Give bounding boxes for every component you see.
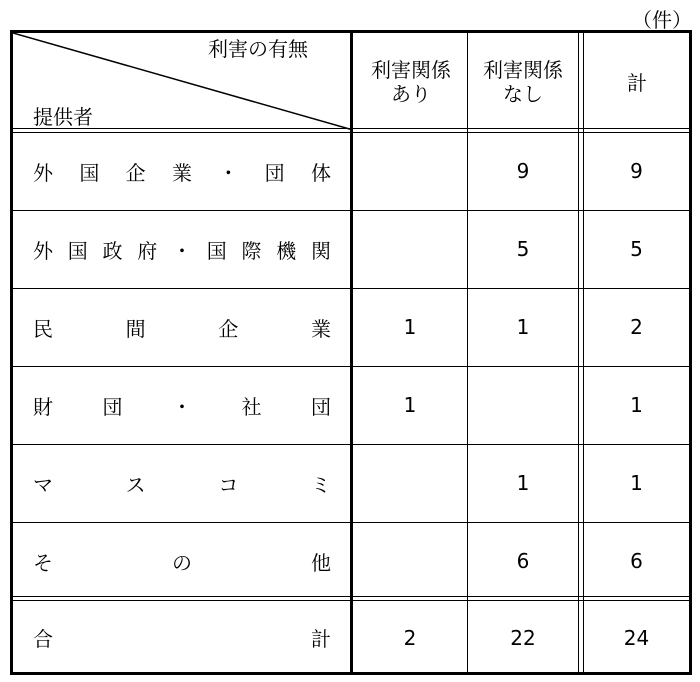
row-5-cell-b: 1 xyxy=(516,471,530,495)
diag-top-label: 利害の有無 xyxy=(208,37,308,61)
total-row-cell-t: 24 xyxy=(623,625,650,650)
row-3-label-char: 企 xyxy=(218,316,239,341)
row-6-label-char: 他 xyxy=(311,550,331,575)
header-bottom-line-a xyxy=(13,128,689,129)
row-1-label-char: 国 xyxy=(79,160,100,185)
row-4-label-char: ・ xyxy=(172,394,192,419)
row-6-label xyxy=(33,522,331,600)
row-2-label-char: 府 xyxy=(137,238,158,263)
row-1-label-char: 団 xyxy=(264,160,285,185)
row-2-label-char: 国 xyxy=(67,238,88,263)
col-header-no-interest-line2: なし xyxy=(503,82,543,106)
row-2-cell-t: 5 xyxy=(630,237,643,261)
row-6-cell-t: 6 xyxy=(630,549,643,573)
data-table xyxy=(10,30,692,675)
row-3-cell-a: 1 xyxy=(403,315,417,339)
row-5-cell-t: 1 xyxy=(630,471,643,495)
row-2-label-char: 際 xyxy=(241,238,262,263)
col-header-no-interest xyxy=(468,58,578,106)
row-1-cell-a xyxy=(353,132,467,210)
row-4-cell-b xyxy=(468,366,578,444)
row-5-label-char: ミ xyxy=(310,472,331,497)
row-1-label-char: 業 xyxy=(171,160,192,185)
row-6-label-char: の xyxy=(172,550,192,575)
row-5-label-char: ス xyxy=(125,472,146,497)
row-3-label xyxy=(33,288,331,366)
unit-label: （件） xyxy=(632,8,692,32)
col-header-with-interest-line2: あり xyxy=(391,82,431,106)
col-header-total: 計 xyxy=(627,71,647,95)
row-4-label-char: 社 xyxy=(241,394,262,419)
col-header-no-interest-line1: 利害関係 xyxy=(483,58,563,82)
total-row-cell-a: 2 xyxy=(403,625,417,650)
row-1-label xyxy=(33,132,331,210)
total-row-label-char: 計 xyxy=(311,627,331,651)
row-3-cell-b: 1 xyxy=(516,315,530,339)
col-header-with-interest xyxy=(355,58,467,106)
row-5-label xyxy=(33,444,331,522)
row-5-label-char: マ xyxy=(33,472,53,497)
total-row-label-char: 合 xyxy=(33,627,53,651)
row-2-label-char: 国 xyxy=(206,238,227,263)
row-3-label-char: 間 xyxy=(125,316,146,341)
row-1-label-char: ・ xyxy=(218,160,239,185)
row-2-label-char: ・ xyxy=(172,238,192,263)
row-2-cell-a xyxy=(353,210,467,288)
total-row-label xyxy=(33,600,331,675)
total-row-cell-b: 22 xyxy=(510,625,536,650)
row-4-label xyxy=(33,366,331,444)
row-2-label-char: 関 xyxy=(311,238,331,263)
row-4-label-char: 財 xyxy=(33,394,53,419)
row-4-cell-a: 1 xyxy=(403,393,417,417)
row-5-label-char: コ xyxy=(218,472,239,497)
row-2-label-char: 機 xyxy=(276,238,297,263)
row-1-cell-b: 9 xyxy=(516,159,530,183)
row-6-cell-b: 6 xyxy=(516,549,530,573)
diag-bottom-label: 提供者 xyxy=(33,105,93,129)
row-4-cell-t: 1 xyxy=(630,393,643,417)
row-3-cell-t: 2 xyxy=(630,315,643,339)
row-2-label xyxy=(33,210,331,288)
row-1-label-char: 外 xyxy=(33,160,53,185)
row-3-label-char: 業 xyxy=(310,316,331,341)
row-1-label-char: 体 xyxy=(310,160,331,185)
row-5-cell-a xyxy=(353,444,467,522)
row-1-label-char: 企 xyxy=(125,160,146,185)
row-2-label-char: 政 xyxy=(102,238,123,263)
row-1-cell-t: 9 xyxy=(630,159,643,183)
col-header-with-interest-line1: 利害関係 xyxy=(371,58,451,82)
row-2-label-char: 外 xyxy=(33,238,53,263)
row-6-cell-a xyxy=(353,522,467,600)
row-2-cell-b: 5 xyxy=(516,237,530,261)
row-6-label-char: そ xyxy=(33,550,53,575)
row-4-label-char: 団 xyxy=(311,394,331,419)
row-4-label-char: 団 xyxy=(102,394,123,419)
row-3-label-char: 民 xyxy=(33,316,53,341)
